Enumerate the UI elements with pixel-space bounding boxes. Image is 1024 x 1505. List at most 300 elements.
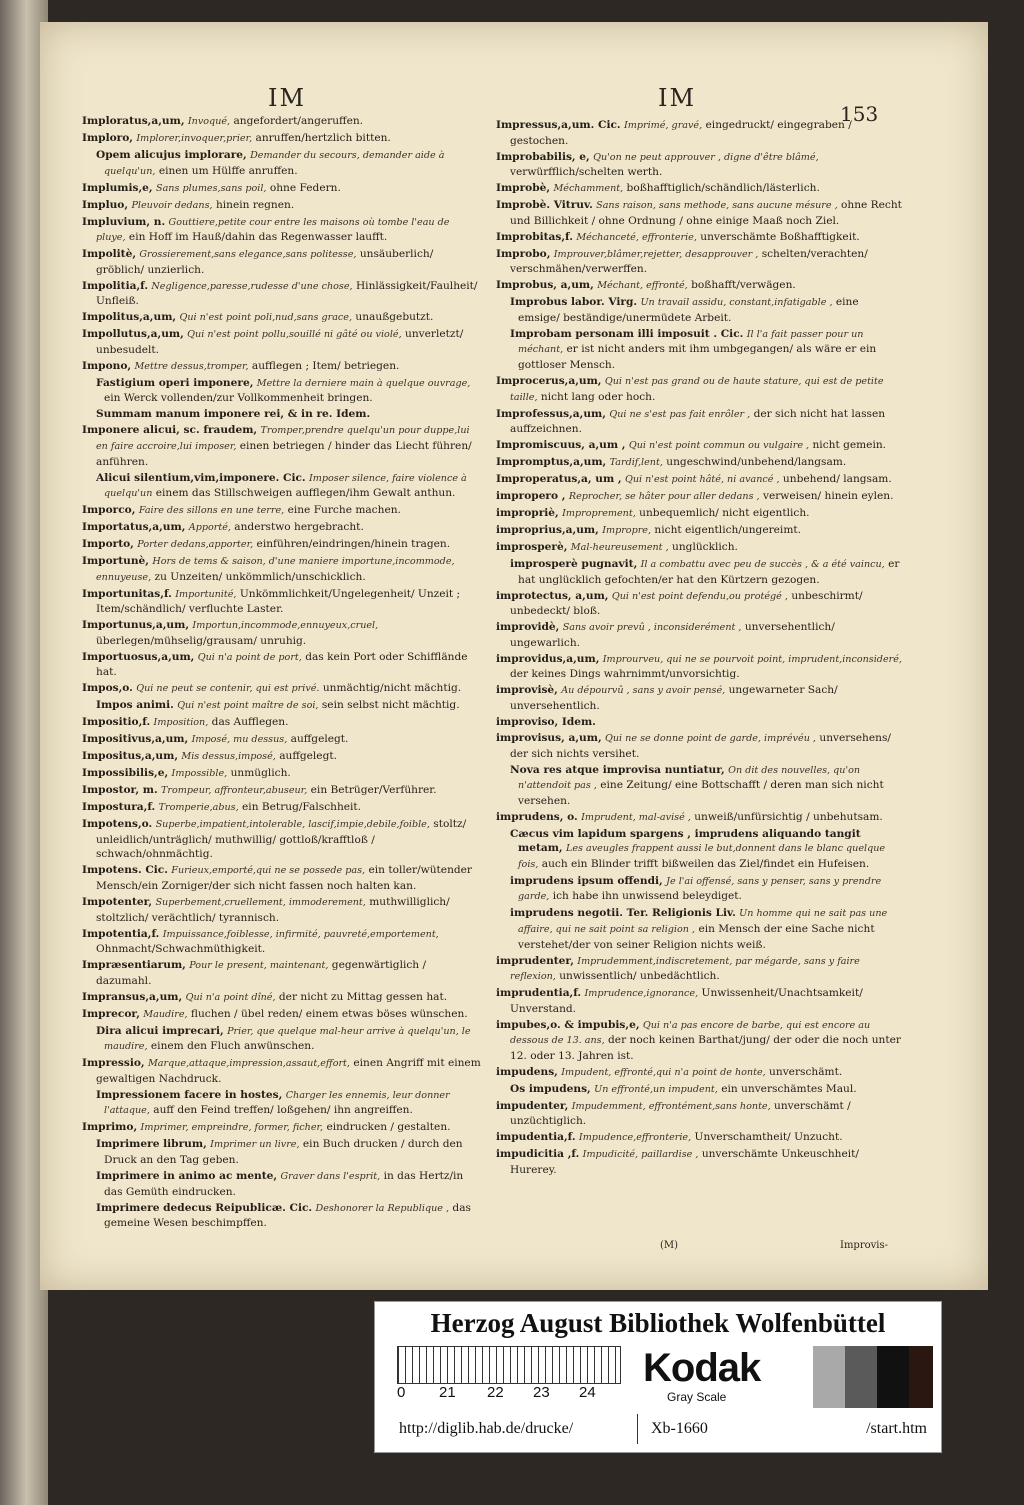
entry-fr: Imprimer un livre, — [210, 1139, 300, 1151]
entry-de: unbehend/ langsam. — [782, 473, 892, 486]
entry-term: Impotentia,f. — [82, 927, 160, 940]
entry-fr: Qui ne peut se contenir, qui est privé. — [136, 683, 320, 695]
entry-fr: Un homme qui ne sait pas une affaire, qui ne sait point sa religion , — [518, 908, 888, 936]
dictionary-entry — [82, 800, 482, 816]
dictionary-entry — [82, 423, 482, 469]
entry-term: improsperè, — [496, 541, 568, 554]
dictionary-entry — [82, 554, 482, 585]
entry-fr: Qui n'est point commun ou vulgaire , — [628, 440, 810, 452]
kodak-logo: Kodak — [643, 1346, 761, 1390]
entry-fr: Importun,incommode,ennuyeux,cruel, — [192, 620, 379, 632]
dictionary-entry — [82, 114, 482, 130]
entry-fr: Graver dans l'esprit, — [280, 1171, 381, 1182]
entry-de: er hat unglücklich gefochten/er hat den Kürtzern gezogen. — [518, 558, 900, 586]
dictionary-entry — [82, 783, 482, 799]
entry-fr: Maudire, — [143, 1008, 188, 1020]
entry-de: stoltz/ unleidlich/unträglich/ muthwillig/ gottloß/krafftloß / schwach/ohnmächtig. — [96, 818, 467, 861]
entry-fr: Imprudence,ignorance, — [584, 988, 699, 1000]
book-page — [40, 22, 988, 1290]
entry-term: Opem alicujus implorare, — [96, 148, 247, 161]
entry-term: impudens, — [496, 1065, 558, 1078]
gray-swatch — [877, 1346, 909, 1408]
dictionary-entry — [82, 990, 482, 1006]
entry-de: unmächtig/nicht mächtig. — [322, 682, 462, 695]
dictionary-entry — [496, 954, 902, 985]
scale-number: 21 — [439, 1384, 456, 1401]
entry-fr: Qui n'est point poli,nud,sans grace, — [179, 312, 353, 324]
entry-fr: Les aveugles frappent aussi le but,donnent dans le blanc quelque fois, — [518, 843, 886, 870]
entry-de: unglücklich. — [672, 541, 738, 554]
entry-term: Imprimo, — [82, 1121, 138, 1134]
entry-term: Impotenter, — [82, 896, 153, 908]
signature-mark: (M) — [660, 1240, 679, 1251]
dictionary-entry — [496, 874, 902, 905]
entry-de: auffgelegt. — [279, 750, 337, 763]
dictionary-entry — [82, 650, 482, 680]
gray-swatch — [813, 1346, 845, 1408]
entry-de: der sich nicht hat lassen auffzeichnen. — [510, 407, 886, 436]
dictionary-entry — [82, 198, 482, 214]
entry-de: unverletzt/ unbesudelt. — [96, 328, 464, 356]
entry-de: ein Werck vollenden/zur Vollkommenheit bringen. — [104, 392, 373, 405]
entry-de: unbequemlich/ nicht eigentlich. — [639, 507, 810, 520]
entry-de: nicht lang oder hoch. — [540, 390, 656, 403]
dictionary-entry — [82, 618, 482, 648]
entry-de: auff den Feind treffen/ loßgehen/ ihn angreiffen. — [153, 1104, 413, 1117]
entry-term: Impos animi. — [96, 699, 174, 712]
entry-de: Unkömmlichkeit/Ungelegenheit/ Unzeit ; Item/schändlich/ verfluchte Laster. — [96, 587, 461, 616]
dictionary-entry — [82, 766, 482, 782]
entry-de: unversehens/ der sich nichts versihet. — [510, 731, 891, 760]
dictionary-entry — [82, 715, 482, 731]
entry-fr: Tromper,prendre quelqu'un pour duppe,lui en faire accroire,lui imposer, — [96, 425, 470, 452]
entry-fr: Improurveu, qui ne se pourvoit point, imprudent,inconsideré, — [602, 653, 902, 665]
entry-fr: Deshonorer la Republique , — [315, 1202, 450, 1214]
entry-fr: Sans plumes,sans poil, — [156, 182, 267, 194]
entry-de: eingedruckt/ eingegraben / gestochen. — [510, 119, 852, 147]
entry-fr: Méchanceté, effronterie, — [576, 231, 697, 243]
entry-fr: Imprimé, gravé, — [624, 120, 703, 131]
entry-fr: Improprement, — [562, 508, 636, 520]
right-column — [496, 118, 902, 1179]
dictionary-entry — [82, 376, 482, 406]
dictionary-entry — [496, 731, 902, 761]
entry-term: improvidus,a,um, — [496, 652, 600, 665]
entry-de: fluchen / übel reden/ einem etwas böses wünschen. — [190, 1007, 468, 1020]
dictionary-entry — [82, 537, 482, 553]
entry-term: Summam manum imponere rei, & in re. Idem. — [96, 408, 371, 421]
entry-de: unverschämte Unkeuschheit/ Hurerey. — [510, 1148, 859, 1177]
entry-de: ich habe ihn unwissend beleydiget. — [552, 890, 742, 903]
entry-fr: Méchamment, — [553, 183, 624, 195]
dictionary-entry — [496, 489, 902, 505]
dictionary-entry — [82, 958, 482, 988]
library-name: Herzog August Bibliothek Wolfenbüttel — [430, 1308, 886, 1338]
entry-de: Unverschamtheit/ Unzucht. — [694, 1131, 843, 1144]
entry-term: Impressio, — [82, 1057, 145, 1070]
entry-de: der nicht zu Mittag gessen hat. — [278, 990, 448, 1003]
entry-fr: Importunité, — [175, 588, 237, 600]
entry-term: Impolitia,f. — [82, 279, 149, 292]
start-link-text: /start.htm — [866, 1420, 927, 1437]
dictionary-entry — [496, 118, 902, 148]
dictionary-entry — [496, 1147, 902, 1177]
dictionary-entry — [82, 1120, 482, 1136]
scale-number: 23 — [533, 1384, 550, 1401]
dictionary-entry — [496, 523, 902, 539]
dictionary-entry — [496, 715, 902, 730]
entry-term: Importunus,a,um, — [82, 619, 190, 632]
dictionary-entry — [496, 620, 902, 650]
dictionary-entry — [82, 817, 482, 862]
dictionary-entry — [82, 863, 482, 893]
entry-term: Impositivus,a,um, — [82, 733, 189, 746]
dictionary-entry — [496, 327, 902, 373]
entry-fr: Faire des sillons en une terre, — [138, 505, 285, 517]
entry-term: Fastigium operi imponere, — [96, 376, 254, 389]
dictionary-entry — [82, 587, 482, 617]
entry-de: ohne Federn. — [269, 181, 341, 194]
entry-fr: Mettre la derniere main à quelque ouvrage, — [256, 377, 471, 389]
entry-fr: Reprocher, se hâter pour aller dedans , — [568, 491, 760, 503]
entry-term: Importo, — [82, 538, 134, 551]
entry-term: Improbè, — [496, 182, 551, 195]
gray-scale-label: Gray Scale — [667, 1390, 727, 1404]
entry-de: ein unverschämtes Maul. — [721, 1082, 857, 1095]
dictionary-entry — [496, 652, 902, 682]
entry-fr: Qui n'est point pollu,souillé ni gâté ou violé, — [187, 329, 402, 341]
entry-term: imprudens, o. — [496, 810, 578, 823]
entry-fr: Pour le present, maintenant, — [189, 960, 329, 972]
entry-fr: Charger les ennemis, leur donner l'attaque, — [104, 1089, 450, 1117]
entry-de: ein Hoff im Hauß/dahin das Regenwasser laufft. — [128, 231, 388, 244]
running-head-left: IM — [268, 84, 307, 112]
entry-de: er ist nicht anders mit ihm umbgegangen/ als wäre er ein gottloser Mensch. — [518, 343, 877, 372]
entry-fr: Trompeur, affronteur,abuseur, — [161, 785, 308, 797]
entry-term: Impromptus,a,um, — [496, 456, 607, 469]
entry-fr: Au dépourvû , sans y avoir pensé, — [561, 685, 726, 697]
entry-term: Nova res atque improvisa nuntiatur, — [510, 763, 725, 776]
entry-de: unversehentlich/ ungewarlich. — [510, 621, 835, 649]
entry-term: Improbitas,f. — [496, 230, 573, 243]
dictionary-entry — [496, 247, 902, 277]
entry-fr: Un travail assidu, constant,infatigable , — [640, 297, 833, 309]
entry-term: Impos,o. — [82, 682, 133, 695]
entry-fr: Qui n'a point de port, — [197, 651, 302, 663]
entry-term: Importuosus,a,um, — [82, 650, 195, 663]
dictionary-entry — [82, 698, 482, 714]
entry-de: schelten/verachten/ verschmähen/verwerffen. — [510, 247, 868, 276]
entry-term: Impostor, m. — [82, 784, 158, 797]
entry-fr: Impropre, — [602, 525, 652, 537]
entry-fr: Impudemment, effrontément,sans honte, — [571, 1100, 771, 1112]
scale-number: 22 — [487, 1384, 504, 1401]
entry-fr: Imprudemment,indiscretement, par mégarde, sans y faire reflexion, — [510, 955, 860, 983]
entry-term: impudentia,f. — [496, 1131, 576, 1144]
dictionary-entry — [496, 763, 902, 809]
entry-fr: Qui n'est point maître de soi, — [177, 700, 319, 712]
entry-de: nicht gemein. — [812, 439, 887, 452]
dictionary-entry — [82, 215, 482, 246]
dictionary-entry — [496, 906, 902, 952]
entry-term: Importunitas,f. — [82, 587, 172, 600]
entry-term: Improbabilis, e, — [496, 150, 590, 163]
dictionary-entry — [82, 181, 482, 197]
entry-de: Unwissenheit/Unachtsamkeit/ Unverstand. — [510, 987, 863, 1015]
entry-term: Improbè. Vitruv. — [496, 199, 593, 212]
entry-term: Improfessus,a,um, — [496, 407, 606, 420]
entry-term: Imponere alicui, sc. fraudem, — [82, 424, 258, 437]
entry-term: Impotens. Cic. — [82, 864, 168, 877]
dictionary-entry — [82, 279, 482, 309]
dictionary-entry — [496, 540, 902, 556]
entry-term: Impressionem facere in hostes, — [96, 1088, 283, 1101]
dictionary-entry — [82, 503, 482, 519]
entry-term: Impressus,a,um. Cic. — [496, 119, 621, 131]
entry-term: Dira alicui imprecari, — [96, 1024, 224, 1037]
entry-term: Os impudens, — [510, 1082, 591, 1095]
entry-term: Alicui silentium,vim,imponere. Cic. — [96, 471, 306, 484]
entry-de: ungewarneter Sach/ unversehentlich. — [510, 684, 838, 712]
entry-term: Impostura,f. — [82, 801, 156, 814]
entry-term: Impossibilis,e, — [82, 767, 169, 780]
entry-fr: Qui n'est pas grand ou de haute stature, qui est de petite taille, — [510, 376, 884, 403]
entry-fr: Qui ne se donne point de garde, imprévéu , — [605, 732, 816, 744]
entry-de: unweiß/unfürsichtig / unbehutsam. — [694, 810, 883, 823]
entry-fr: Sans avoir prevû , inconsiderément , — [562, 622, 742, 634]
entry-fr: Superbe,impatient,intolerable, lascif,impie,debile,foible, — [155, 819, 430, 831]
entry-term: improsperè pugnavit, — [510, 558, 638, 571]
entry-fr: Hors de tems & saison, d'une maniere importune,incommode, ennuyeuse, — [96, 556, 455, 583]
entry-fr: Improuver,blâmer,rejetter, desapprouver , — [553, 248, 759, 260]
entry-de: aufflegen ; Item/ betriegen. — [251, 359, 400, 372]
entry-de: überlegen/mühselig/grausam/ unruhig. — [96, 634, 307, 647]
entry-de: einem den Fluch anwünschen. — [150, 1040, 315, 1053]
entry-de: eine Furche machen. — [287, 504, 401, 517]
entry-term: Improcerus,a,um, — [496, 375, 602, 388]
entry-term: impudenter, — [496, 1099, 569, 1112]
entry-de: angefordert/angeruffen. — [233, 115, 364, 127]
entry-term: Improbo, — [496, 247, 551, 260]
dictionary-entry — [82, 148, 482, 179]
entry-fr: Marque,attaque,impression,assaut,effort, — [147, 1058, 350, 1070]
entry-fr: Impuissance,foiblesse, infirmité, pauvreté,emportement, — [162, 928, 439, 940]
dictionary-entry — [496, 506, 902, 522]
entry-fr: Sans raison, sans methode, sans aucune mésure , — [596, 200, 838, 212]
entry-de: ein toller/wütender Mensch/ein Zorniger/der sich nicht fassen noch halten kan. — [96, 864, 473, 893]
entry-fr: Un effronté,un impudent, — [594, 1083, 718, 1095]
entry-term: Imploro, — [82, 131, 133, 144]
dictionary-entry — [496, 150, 902, 180]
entry-fr: Qui n'est point hâté, ni avancé , — [624, 474, 780, 486]
dictionary-entry — [82, 359, 482, 375]
entry-term: improtectus, a,um, — [496, 589, 609, 602]
scale-number: 24 — [579, 1384, 596, 1401]
entry-de: unverschämt / unzüchtiglich. — [510, 1099, 851, 1128]
entry-de: verwürfflich/schelten werth. — [510, 166, 663, 179]
dictionary-entry — [82, 471, 482, 502]
entry-de: Hinlässigkeit/Faulheit/ Unfleiß. — [96, 279, 478, 308]
entry-term: Impluo, — [82, 198, 129, 211]
entry-term: imprudentia,f. — [496, 987, 582, 1000]
entry-term: Impræsentiarum, — [82, 959, 186, 972]
entry-de: anruffen/hertzlich bitten. — [255, 131, 391, 144]
dictionary-entry — [496, 589, 902, 619]
entry-term: Impollutus,a,um, — [82, 328, 184, 341]
library-color-card — [374, 1301, 942, 1453]
entry-term: impropero , — [496, 490, 566, 503]
dictionary-entry — [82, 131, 482, 147]
entry-de: unwissentlich/ unbedächtlich. — [559, 970, 720, 983]
dictionary-entry — [496, 230, 902, 246]
entry-term: Improperatus,a, um , — [496, 473, 622, 486]
entry-term: Improbam personam illi imposuit . Cic. — [510, 327, 744, 340]
gray-swatch — [909, 1346, 933, 1408]
entry-de: eine emsige/ beständige/unermüdete Arbeit. — [518, 296, 859, 324]
dictionary-entry — [496, 1018, 902, 1064]
dictionary-entry — [496, 1099, 902, 1129]
entry-term: improvisè, — [496, 684, 558, 697]
entry-fr: Invoqué, — [187, 116, 231, 127]
dictionary-entry — [82, 407, 482, 422]
entry-term: Impluvium, n. — [82, 215, 166, 228]
page-number: 153 — [840, 102, 879, 126]
entry-de: einen Angriff mit einem gewaltigen Nachdruck. — [96, 1057, 481, 1085]
dictionary-entry — [496, 1130, 902, 1146]
dictionary-entry — [82, 247, 482, 277]
entry-fr: Apporté, — [188, 522, 231, 534]
entry-fr: Imprimer, empreindre, former, ficher, — [140, 1122, 324, 1134]
dictionary-entry — [82, 1201, 482, 1231]
entry-term: imprudens negotii. Ter. Religionis Liv. — [510, 907, 736, 920]
entry-fr: Mal-heureusement , — [570, 542, 669, 554]
dictionary-entry — [496, 1065, 902, 1081]
entry-term: Impono, — [82, 359, 132, 372]
entry-fr: Negligence,paresse,rudesse d'une chose, — [151, 280, 353, 292]
entry-de: unverschämt. — [769, 1065, 843, 1078]
entry-de: auffgelegt. — [290, 733, 349, 746]
dictionary-entry — [496, 986, 902, 1016]
entry-de: einen betriegen / hinder das Liecht führen/ anführen. — [96, 439, 472, 468]
entry-de: boßhafftiglich/schändlich/lästerlich. — [626, 182, 820, 195]
entry-de: sein selbst nicht mächtig. — [321, 699, 460, 712]
entry-fr: Impudicité, paillardise , — [582, 1149, 699, 1161]
entry-fr: Imprudent, mal-avisé , — [581, 811, 691, 823]
dictionary-entry — [82, 1088, 482, 1119]
entry-fr: Superbement,cruellement, immoderement, — [155, 897, 366, 908]
entry-fr: On dit des nouvelles, qu'on n'attendoit pas , — [518, 764, 861, 792]
entry-term: Imprimere dedecus Reipublicæ. Cic. — [96, 1201, 313, 1214]
entry-fr: Porter dedans,apporter, — [137, 539, 254, 551]
dictionary-entry — [82, 1169, 482, 1199]
entry-term: Imprimere in animo ac mente, — [96, 1170, 278, 1182]
entry-fr: Qui n'est point defendu,ou protégé , — [611, 590, 788, 602]
entry-fr: Mis dessus,imposé, — [181, 751, 276, 763]
entry-fr: Impudent, effronté,qui n'a point de honte, — [561, 1066, 766, 1078]
entry-term: imprudenter, — [496, 954, 574, 967]
entry-fr: Impossible, — [171, 768, 228, 780]
dictionary-entry — [82, 749, 482, 765]
entry-de: anderstwo hergebracht. — [234, 521, 364, 534]
dictionary-entry — [496, 438, 902, 454]
entry-de: unverschämte Boßhafftigkeit. — [700, 230, 860, 243]
entry-term: Imprimere librum, — [96, 1138, 207, 1151]
entry-fr: Qu'on ne peut approuver , digne d'être blâmé, — [593, 151, 819, 163]
entry-term: impubes,o. & impubis,e, — [496, 1018, 640, 1031]
dictionary-entry — [82, 1024, 482, 1055]
entry-fr: Qui n'a pas encore de barbe, qui est encore au dessous de 13. ans, — [510, 1019, 871, 1047]
entry-de: gegenwärtiglich / dazumahl. — [96, 959, 427, 987]
entry-term: Implumis,e, — [82, 181, 153, 194]
entry-de: ungeschwind/unbehend/langsam. — [666, 456, 847, 469]
dictionary-entry — [82, 520, 482, 536]
entry-de: hinein regnen. — [215, 198, 295, 211]
entry-de: ein Betrug/Falschheit. — [242, 801, 362, 814]
dictionary-entry — [82, 927, 482, 957]
dictionary-entry — [496, 683, 902, 713]
entry-de: verweisen/ hinein eylen. — [762, 490, 894, 503]
entry-de: einem das Stillschweigen aufflegen/ihm Gewalt anthun. — [155, 487, 456, 500]
entry-de: unmüglich. — [230, 767, 291, 780]
dictionary-entry — [82, 1137, 482, 1167]
entry-fr: Tardif,lent, — [609, 457, 663, 469]
entry-de: einen um Hülffe anruffen. — [158, 164, 298, 177]
dictionary-entry — [496, 181, 902, 197]
entry-term: Imprecor, — [82, 1007, 140, 1020]
card-divider — [637, 1414, 638, 1444]
entry-de: das gemeine Wesen beschimpffen. — [104, 1201, 471, 1230]
dictionary-entry — [496, 472, 902, 488]
ruler-scale — [397, 1346, 621, 1384]
entry-term: Impransus,a,um, — [82, 990, 183, 1003]
entry-term: imprudens ipsum offendi, — [510, 874, 663, 887]
entry-de: boßhafft/verwägen. — [691, 279, 796, 292]
entry-de: eine Zeitung/ eine Bottschafft / deren man sich nicht versehen. — [518, 779, 884, 807]
entry-de: der noch keinen Barthat/jung/ der oder die noch unter 12. oder 13. Jahren ist. — [510, 1034, 901, 1062]
entry-term: improprius,a,um, — [496, 524, 599, 537]
dictionary-entry — [82, 681, 482, 697]
dictionary-entry — [496, 1082, 902, 1098]
gray-swatch — [845, 1346, 877, 1408]
entry-de: zu Unzeiten/ unkömmlich/unschicklich. — [154, 570, 366, 583]
entry-de: ein Buch drucken / durch den Druck an den Tag geben. — [104, 1138, 463, 1167]
entry-term: Importunè, — [82, 555, 149, 568]
library-url: http://diglib.hab.de/drucke/ — [399, 1420, 574, 1437]
entry-fr: Imposé, mu dessus, — [191, 734, 288, 746]
entry-fr: Imposition, — [153, 717, 209, 729]
entry-fr: Gouttiere,petite cour entre les maisons où tombe l'eau de pluye, — [96, 216, 450, 244]
dictionary-entry — [496, 455, 902, 471]
entry-de: der keines Dings wahrnimmt/unvorsichtig. — [510, 668, 740, 681]
entry-term: impropriè, — [496, 507, 559, 520]
entry-term: improvisus, a,um, — [496, 731, 602, 744]
dictionary-entry — [496, 810, 902, 826]
dictionary-entry — [496, 407, 902, 437]
entry-term: Impositio,f. — [82, 716, 151, 729]
entry-fr: Imposer silence, faire violence à quelqu'un — [104, 472, 467, 500]
entry-term: Importatus,a,um, — [82, 521, 186, 534]
dictionary-entry — [496, 198, 902, 228]
entry-fr: Impudence,effronterie, — [578, 1132, 692, 1144]
running-head-center: IM — [658, 84, 697, 112]
entry-de: das Aufflegen. — [211, 716, 289, 729]
entry-de: ein Betrüger/Verführer. — [310, 784, 437, 797]
entry-de: eindrucken / gestalten. — [326, 1121, 451, 1134]
entry-fr: Mettre dessus,tromper, — [134, 360, 249, 372]
entry-term: impudicitia ,f. — [496, 1148, 580, 1161]
entry-term: Impolitus,a,um, — [82, 311, 177, 324]
entry-fr: Il a combattu avec peu de succès , & a été vaincu, — [640, 559, 885, 571]
